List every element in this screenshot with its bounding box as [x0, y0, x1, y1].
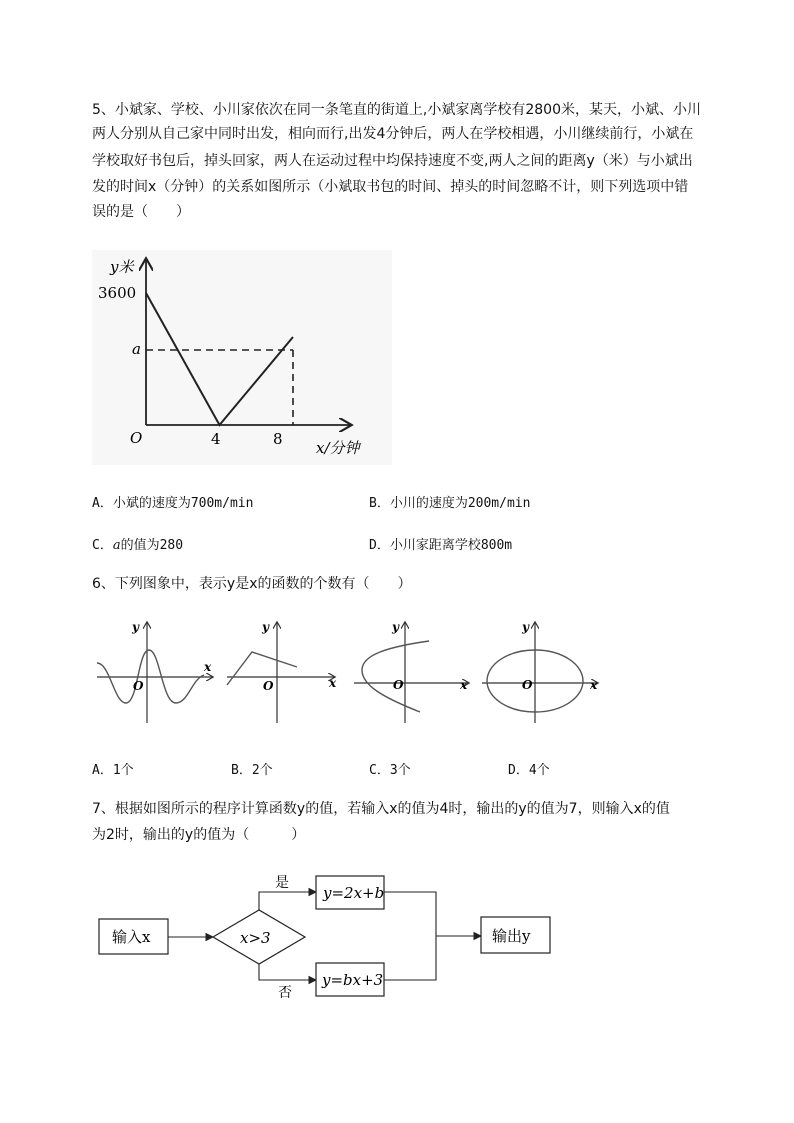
q5-x-tick-4: 4 — [211, 430, 221, 448]
q6-option-c: C．3个 — [369, 763, 411, 778]
q6-graphs — [92, 615, 612, 730]
q6-text: 6、下列图象中，表示y是x的函数的个数有（ ） — [92, 576, 412, 592]
q6-graph-b — [227, 620, 337, 723]
q6-graph-d — [482, 620, 598, 723]
q5-y-tick-3600: 3600 — [98, 284, 137, 302]
q6-option-b: B．2个 — [231, 763, 273, 778]
q5-option-a: A．小斌的速度为700m/min — [92, 496, 254, 511]
q7-yes-formula: y=2x+b — [323, 884, 385, 902]
q6-graph-d-x-label: x — [590, 678, 598, 692]
q7-arrow-yes — [259, 892, 316, 910]
q6-option-a: A．1个 — [92, 763, 134, 778]
q7-yes-label: 是 — [275, 875, 289, 891]
q6-graph-b-curve — [227, 652, 297, 685]
q7-flowchart — [92, 865, 572, 1005]
q5-line-2: 两人分别从自己家中同时出发，相向而行,出发4分钟后，两人在学校相遇，小川继续前行，小斌在 — [92, 126, 694, 142]
q5-y-tick-a: a — [132, 340, 141, 358]
q5-line-1: 5、小斌家、学校、小川家依次在同一条笔直的街道上,小斌家离学校有2800米，某天，小斌、小川 — [92, 102, 701, 118]
q6-graph-c-y-label: y — [392, 620, 399, 634]
q6-graph-c-x-label: x — [460, 678, 468, 692]
q5-x-tick-8: 8 — [273, 430, 283, 448]
q7-merge-line — [384, 892, 436, 980]
q7-condition-label: x>3 — [240, 929, 271, 947]
q6-graph-b-y-label: y — [262, 620, 269, 634]
q7-input-label: 输入x — [112, 928, 151, 946]
q5-line-4: 发的时间x（分钟）的关系如图所示（小斌取书包的时间、掉头的时间忽略不计，则下列选项中错 — [92, 179, 689, 195]
q5-line-5: 误的是（ ） — [92, 204, 190, 220]
q6-graph-c-curve — [362, 641, 429, 712]
q5-distance-time-graph — [92, 250, 392, 465]
q6-graph-b-x-label: x — [329, 676, 337, 690]
q6-graph-a-origin: O — [133, 679, 144, 693]
q5-option-b: B．小川的速度为200m/min — [369, 496, 531, 511]
q6-graph-a-x-label: x — [204, 660, 212, 674]
q5-option-c-prefix: C． — [92, 538, 113, 553]
q6-graph-d-y-label: y — [522, 620, 529, 634]
q5-option-c — [92, 534, 183, 553]
q5-line-3: 学校取好书包后，掉头回家，两人在运动过程中均保持速度不变,两人之间的距离y（米）与小斌出 — [92, 153, 693, 169]
q6-graph-b-origin: O — [263, 679, 274, 693]
q6-graph-d-origin: O — [522, 678, 533, 692]
q5-option-c-variable: a — [112, 538, 121, 553]
q6-option-d: D．4个 — [508, 763, 550, 778]
q7-no-label: 否 — [278, 985, 292, 1001]
q5-x-axis-label: x/分钟 — [316, 439, 360, 457]
q7-output-label: 输出y — [492, 927, 531, 945]
q7-no-formula: y=bx+3 — [322, 971, 384, 989]
q5-y-axis-label: y米 — [110, 258, 134, 276]
q5-option-d: D．小川家距离学校800m — [369, 538, 513, 553]
q7-line-1: 7、根据如图所示的程序计算函数y的值，若输入x的值为4时，输出的y的值为7，则输入x的值 — [92, 801, 670, 817]
q6-graph-a — [97, 620, 212, 723]
q6-graph-c-origin: O — [393, 678, 404, 692]
q5-origin-label: O — [130, 429, 143, 447]
q6-graph-a-y-label: y — [132, 620, 139, 634]
q5-option-c-rest: 的值为280 — [120, 538, 184, 553]
q7-arrow-no — [259, 964, 316, 980]
q7-line-2: 为2时，输出的y的值为（ ） — [92, 827, 306, 843]
q6-graph-c — [354, 620, 468, 723]
